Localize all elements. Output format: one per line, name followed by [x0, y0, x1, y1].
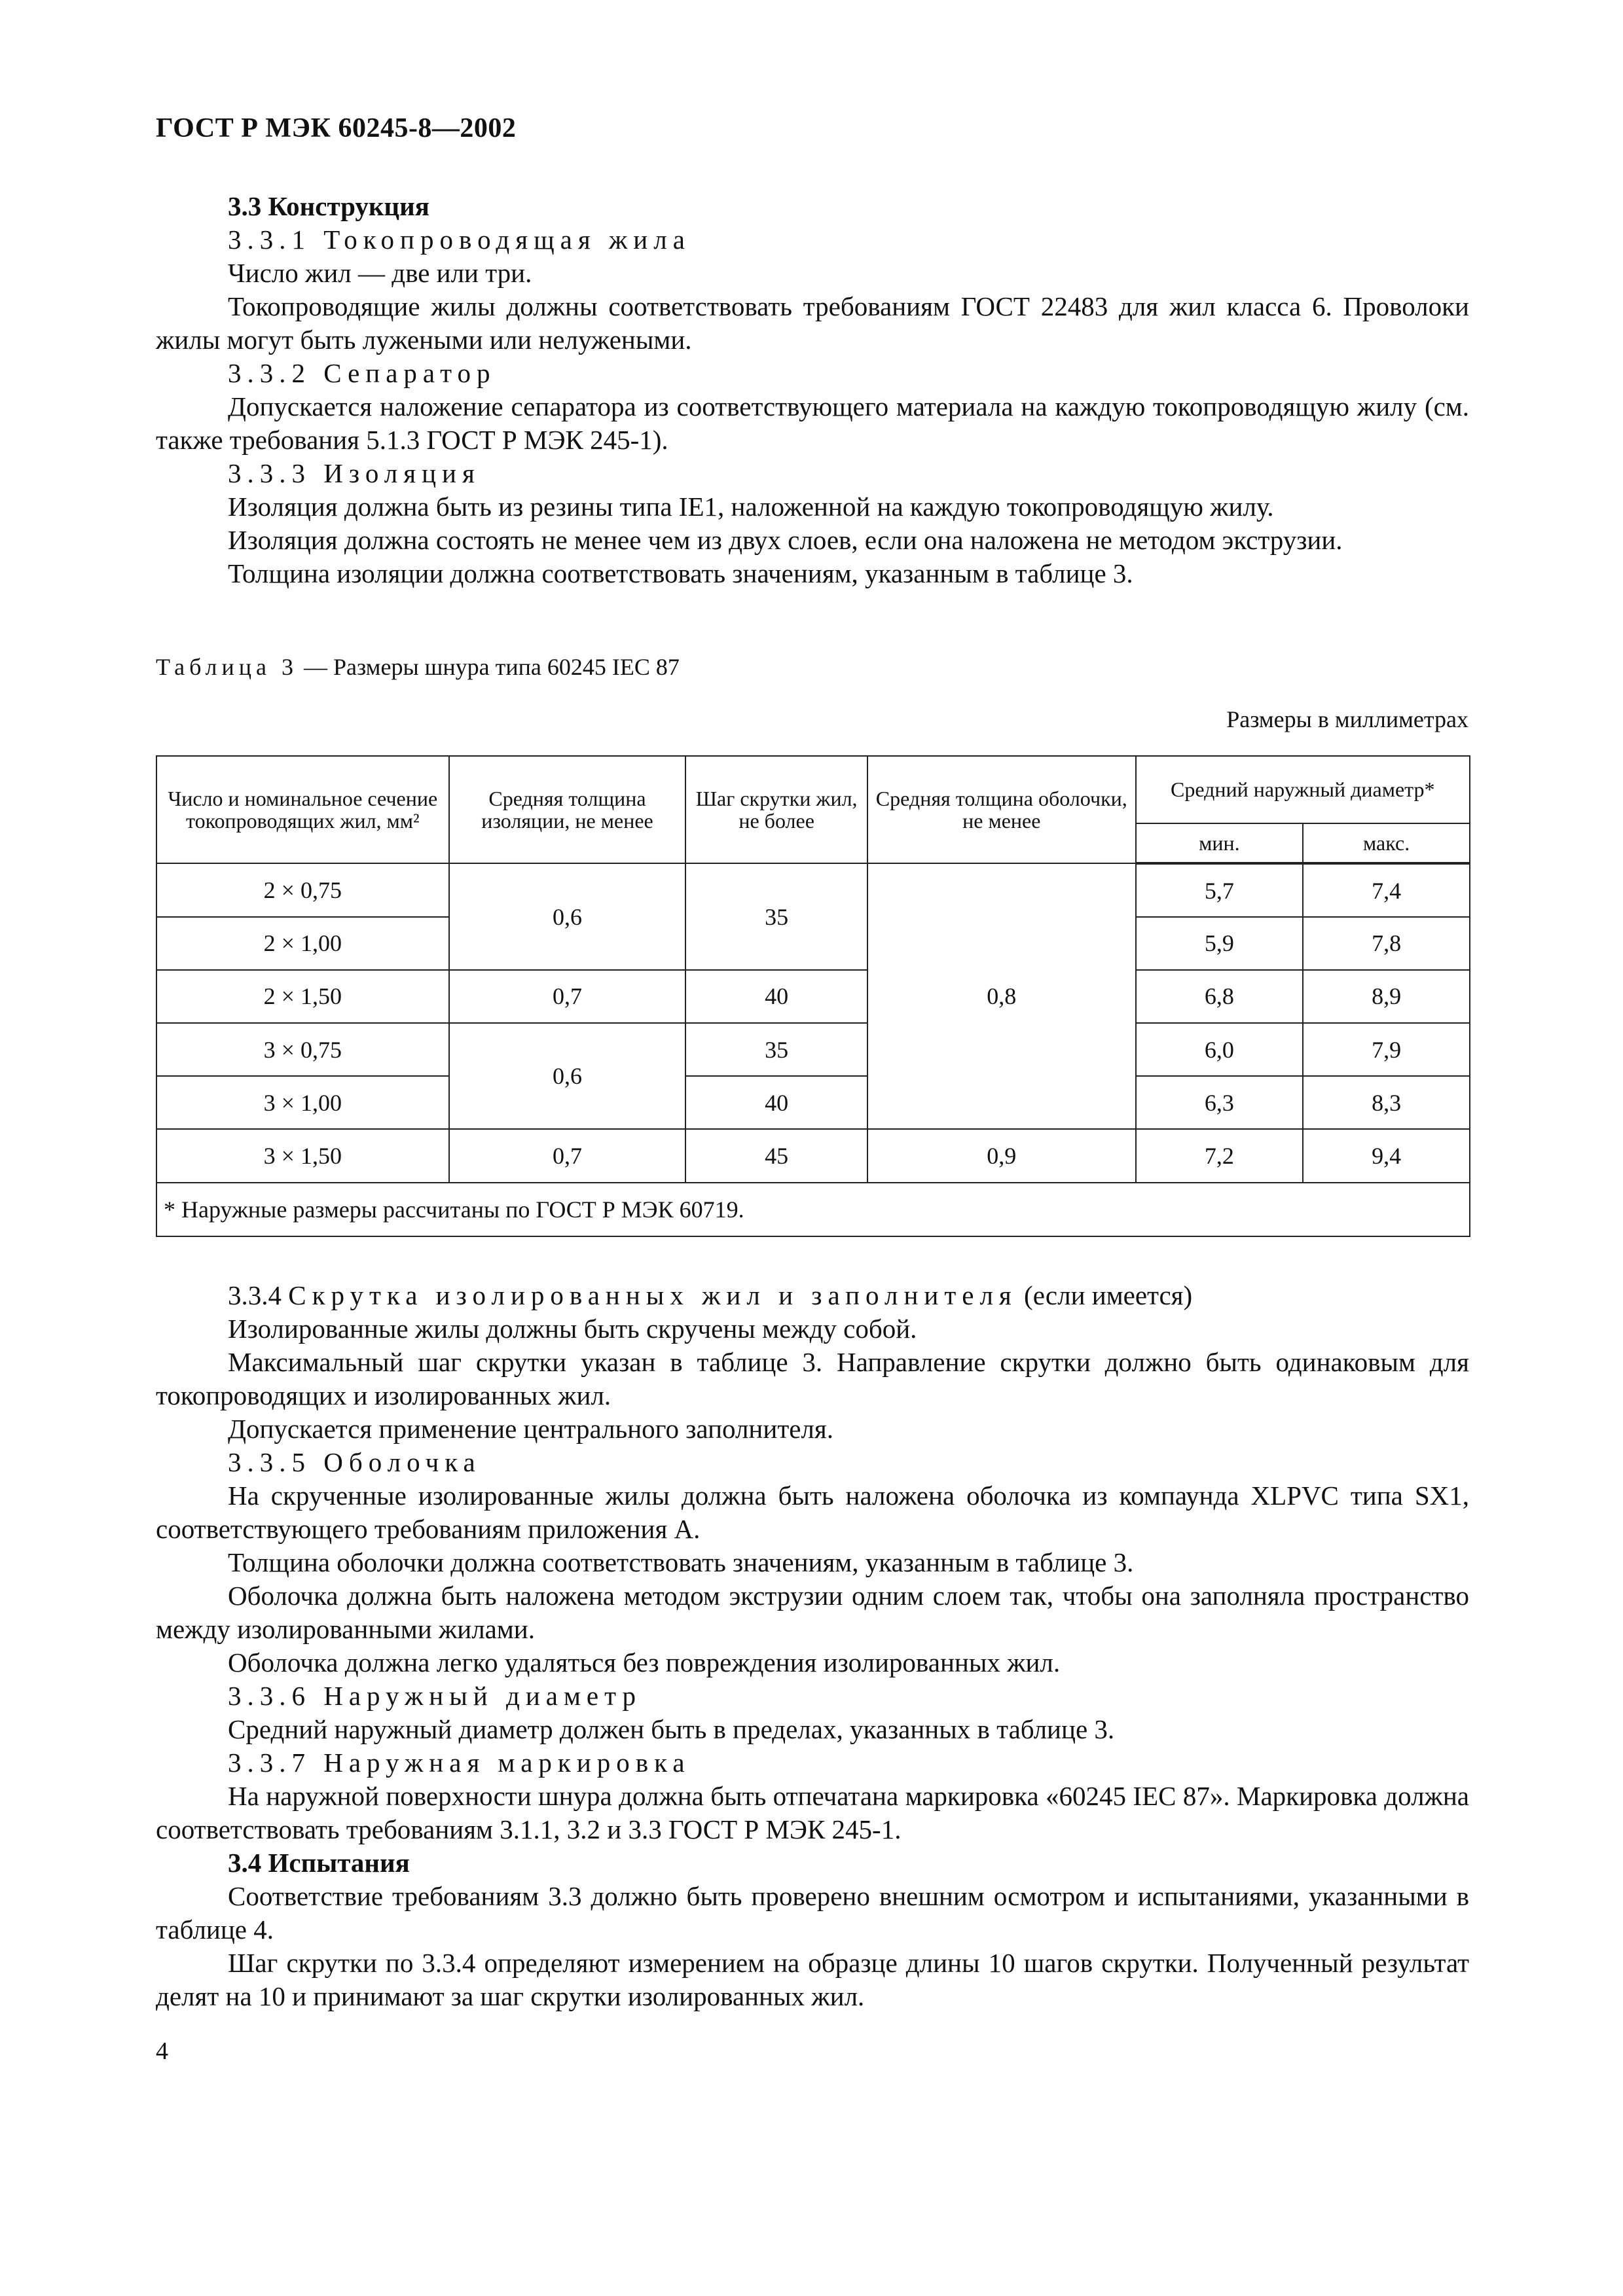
- section-3-3-1-heading: 3.3.1 Токопроводящая жила: [228, 224, 691, 255]
- section-3-3-heading: [156, 190, 1469, 223]
- table-row: [156, 863, 1470, 916]
- cell-min: 6,8: [1136, 970, 1304, 1023]
- cell-insulation: 0,6: [449, 1023, 686, 1129]
- table-row: [156, 1129, 1470, 1182]
- cell-section: 2 × 0,75: [156, 863, 449, 916]
- section-3-3-4-heading: [156, 1279, 1469, 1312]
- table-header-row: [156, 756, 1470, 823]
- header-twist-pitch: Шаг скрутки жил, не более: [685, 756, 867, 863]
- cell-max: 8,9: [1303, 970, 1470, 1023]
- paragraph: Средний наружный диаметр должен быть в пределах, указанных в таблице 3.: [228, 1714, 1115, 1744]
- paragraph: На скрученные изолированные жилы должна быть наложена оболочка из компаунда XLPVC типа SX1, соответствующего требованиям приложения А.: [156, 1480, 1469, 1544]
- cell-sheath: 0,8: [867, 863, 1136, 1129]
- table-units-note: Размеры в миллиметрах: [1226, 706, 1468, 732]
- paragraph: Допускается наложение сепаратора из соответствующего материала на каждую токопроводящую жилу (см. также требования 5.1.3 ГОСТ Р МЭК 245-1).: [156, 391, 1469, 455]
- section-3-3-4-title: Скрутка изолированных жил и заполнителя: [288, 1280, 1017, 1310]
- cell-twist-pitch: 35: [685, 863, 867, 969]
- cell-section: 3 × 0,75: [156, 1023, 449, 1076]
- section-3-3-7-heading: 3.3.7 Наружная маркировка: [228, 1748, 691, 1778]
- cell-min: 6,3: [1136, 1076, 1304, 1129]
- paragraph: Допускается применение центрального заполнителя.: [228, 1414, 834, 1444]
- paragraph: Число жил — две или три.: [228, 258, 532, 288]
- cell-max: 7,9: [1303, 1023, 1470, 1076]
- cell-twist-pitch: 45: [685, 1129, 867, 1182]
- cell-sheath: 0,9: [867, 1129, 1136, 1182]
- section-3-3-4-suffix: (если имеется): [1017, 1280, 1193, 1310]
- table-caption-text: — Размеры шнура типа 60245 IEC 87: [297, 654, 680, 680]
- sections-3-3-4-to-3-4: [156, 1279, 1469, 2013]
- header-insulation: Средняя толщина изоляции, не менее: [449, 756, 686, 863]
- table-3-dimensions: [156, 755, 1470, 1237]
- cell-section: 3 × 1,50: [156, 1129, 449, 1182]
- paragraph: Толщина оболочки должна соответствовать значениям, указанным в таблице 3.: [228, 1547, 1134, 1577]
- section-3-3: [156, 190, 1469, 590]
- cell-section: 2 × 1,00: [156, 917, 449, 970]
- paragraph: Изоляция должна быть из резины типа IE1, наложенной на каждую токопроводящую жилу.: [228, 492, 1274, 522]
- table-row: [156, 970, 1470, 1023]
- cell-section: 2 × 1,50: [156, 970, 449, 1023]
- paragraph: Шаг скрутки по 3.3.4 определяют измерением на образце длины 10 шагов скрутки. Полученный результат делят на 10 и принимают за шаг скрутки изолированных жил.: [156, 1948, 1469, 2011]
- header-sections: Число и номинальное сечение токопроводящих жил, мм²: [156, 756, 449, 863]
- header-outer-diameter: Средний наружный диаметр*: [1136, 756, 1470, 823]
- cell-max: 7,8: [1303, 917, 1470, 970]
- header-max: макс.: [1303, 823, 1470, 864]
- cell-max: 9,4: [1303, 1129, 1470, 1182]
- cell-section: 3 × 1,00: [156, 1076, 449, 1129]
- section-3-3-title: Конструкция: [268, 191, 429, 221]
- cell-min: 7,2: [1136, 1129, 1304, 1182]
- paragraph: На наружной поверхности шнура должна быть отпечатана маркировка «60245 IEC 87». Маркировка должна соответствовать требованиям 3.1.1, 3.2 и 3.3 ГОСТ Р МЭК 245-1.: [156, 1781, 1469, 1844]
- document-header: ГОСТ Р МЭК 60245-8—2002: [156, 113, 517, 143]
- paragraph: Соответствие требованиям 3.3 должно быть проверено внешним осмотром и испытаниями, указанными в таблице 4.: [156, 1881, 1469, 1945]
- table-footnote: * Наружные размеры рассчитаны по ГОСТ Р МЭК 60719.: [156, 1183, 1470, 1236]
- cell-max: 7,4: [1303, 863, 1470, 916]
- page-number: 4: [156, 2037, 168, 2065]
- cell-twist-pitch: 35: [685, 1023, 867, 1076]
- cell-max: 8,3: [1303, 1076, 1470, 1129]
- paragraph: Толщина изоляции должна соответствовать значениям, указанным в таблице 3.: [228, 558, 1133, 588]
- paragraph: Оболочка должна быть наложена методом экструзии одним слоем так, чтобы она заполняла пространство между изолированными жилами.: [156, 1581, 1469, 1644]
- cell-insulation: 0,7: [449, 1129, 686, 1182]
- section-3-3-3-heading: 3.3.3 Изоляция: [228, 458, 481, 488]
- header-min: мин.: [1136, 823, 1304, 864]
- paragraph: Максимальный шаг скрутки указан в таблице 3. Направление скрутки должно быть одинаковым для токопроводящих и изолированных жил.: [156, 1347, 1469, 1410]
- cell-min: 6,0: [1136, 1023, 1304, 1076]
- header-sheath: Средняя толщина оболочки, не менее: [867, 756, 1136, 863]
- table-row: [156, 1076, 1470, 1129]
- cell-insulation: 0,6: [449, 863, 686, 969]
- table-note-row: [156, 1183, 1470, 1236]
- section-3-3-4-number: 3.3.4: [228, 1280, 282, 1310]
- paragraph: Оболочка должна легко удаляться без повреждения изолированных жил.: [228, 1647, 1061, 1677]
- cell-min: 5,7: [1136, 863, 1304, 916]
- paragraph: Изолированные жилы должны быть скручены между собой.: [228, 1314, 917, 1344]
- section-3-4-heading: 3.4 Испытания: [228, 1848, 410, 1878]
- paragraph: Токопроводящие жилы должны соответствовать требованиям ГОСТ 22483 для жил класса 6. Проволоки жилы могут быть лужеными или нелужеными.: [156, 291, 1469, 355]
- section-3-3-6-heading: 3.3.6 Наружный диаметр: [228, 1681, 642, 1711]
- section-3-3-5-heading: 3.3.5 Оболочка: [228, 1447, 481, 1477]
- table-caption: [156, 653, 680, 681]
- cell-min: 5,9: [1136, 917, 1304, 970]
- table-row: [156, 1023, 1470, 1076]
- table-caption-label: Таблица 3: [156, 654, 298, 680]
- cell-insulation: 0,7: [449, 970, 686, 1023]
- cell-twist-pitch: 40: [685, 1076, 867, 1129]
- section-3-3-number: 3.3: [228, 191, 262, 221]
- section-3-3-2-heading: 3.3.2 Сепаратор: [228, 358, 496, 388]
- cell-twist-pitch: 40: [685, 970, 867, 1023]
- paragraph: Изоляция должна состоять не менее чем из двух слоев, если она наложена не методом экструзии.: [228, 525, 1343, 555]
